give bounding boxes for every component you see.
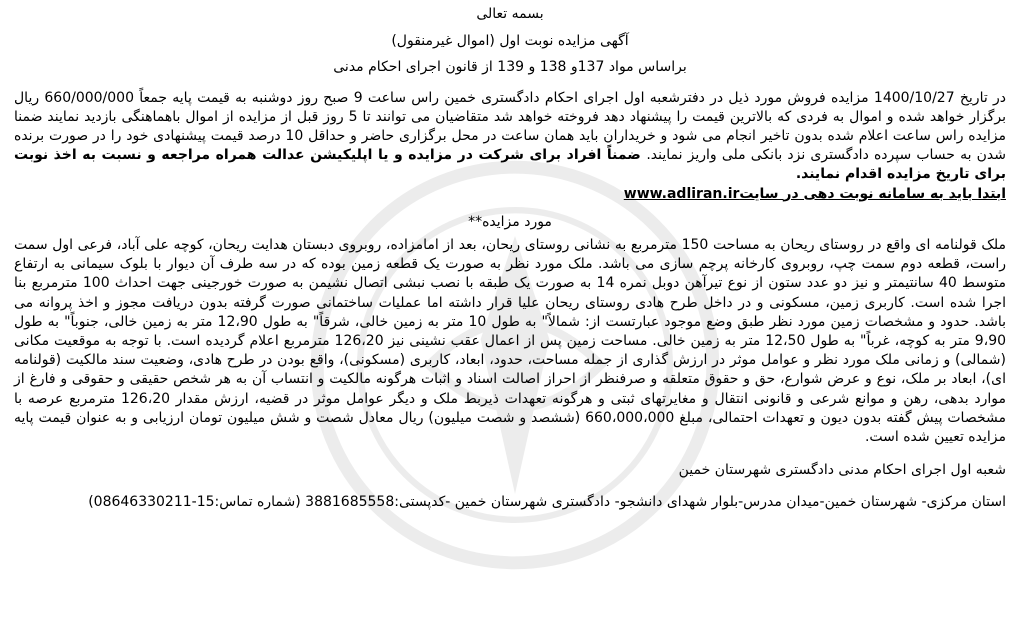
intro-paragraph [14, 89, 1006, 204]
registration-tail: ابتدا باید به سامانه نوبت دهی در سایت [739, 185, 1006, 202]
issuer-signature: شعبه اول اجرای احکام مدنی دادگستری شهرستان خمین [678, 462, 1006, 479]
property-description: ملک قولنامه ای واقع در روستای ریحان به مساحت 150 مترمربع به نشانی روستای ریحان، بعد از امامزاده، روبروی دبستان هدایت ریحان، کوچه علی آباد، فرعی اول سمت راست، قطعه دوم سمت چپ، روبروی کارخانه پرچم سازی می باشد. ملک مورد نظر به صورت یک قطعه زمین بوده که در سه طرف آن دیوار با بلوک سیمانی به ارتفاع متوسط 40 سانتیمتر و نیز دو عدد ستون از نوع تیرآهن دوبل نمره 14 به صورت یک طبقه با نصب نبشی اتصال نشیمن به صورت خورجینی جهت احداث 100 مترمربع بنا اجرا شده است. کاربری زمین، مسکونی و در داخل طرح هادی روستای ریحان علیا قرار داشته اما عملیات ساختمانی صورت گرفته بدون دریافت مجوز و اخذ پروانه می باشد. حدود و مشخصات زمین مورد نظر طبق وضع موجود عبارتست از: شمالاً" به طول 10 متر به زمین خالی، شرقاً" به طول 12،90 متر به زمین خالی، جنوباً" به طول 9،90 متر به کوچه، غرباً" به طول 12،50 متر به زمین خالی. مساحت زمین پس از اعمال عقب نشینی نیز 126،20 مترمربع اعلام گردیده است. با توجه به موقعیت مکانی (شمالی) و زمانی ملک مورد نظر و عوامل موثر در ارزش گذاری از جمله مساحت، حدود، ابعاد، کاربری (مسکونی)، واقع بودن در طرح هادی، وضعیت سند مالکیت (قولنامه ای)، ابعاد بر ملک، نوع و عرض شوارع، حق و حقوق متعلقه و صرفنظر از احراز اصالت اسناد و اثبات هرگونه مالکیت و انتساب آن به هر شخص حقیقی و حقوقی و فارغ از موارد بدهی، رهن و موانع شرعی و قانونی انتقال و مغایرتهای ثبتی و هرگونه تعهدات ذیربط ملک و دیگر عوامل موثر در قضیه، ارزش مقدار 126،20 مترمربع عرصه با مشخصات پیش گفته بدون دیون و تعهدات احتمالی، مبلغ 660،000،000 (ششصد و شصت میلیون) ریال معادل شصت و شش میلیون تومان ارزیابی و به عنوان قیمت پایه مزایده تعیین شده است. [14, 237, 1007, 446]
registration-note: ضمناً افراد برای شرکت در مزایده و یا اپلیکیشن عدالت همراه مراجعه و نسبت به اخذ نوبت برای تاریخ مزایده اقدام نمایند. [14, 147, 1006, 183]
basmala-heading: بسمه تعالی [476, 6, 544, 22]
intro-text: در تاریخ 1400/10/27 مزایده فروش مورد ذیل در دفترشعبه اول اجرای احکام دادگستری خمین راس ساعت 9 صبح روز دوشنبه به قیمت پایه جمعاً 660/000/000 ریال برگزار خواهد شده و اموال به فردی که بالاترین قیمت را پیشنهاد دهد فروخته خواهد شد متقاضیان می توانند تا 5 روز قبل از مزایده از اموال باهماهنگی بازدید نمایند ضمنا مزایده راس ساعت اعلام شده بدون تاخیر انجام می شود و خریداران باید همان ساعت در محل برگزاری حاضر و حداقل 10 درصد قیمت پیشنهادی خود را در صورت برنده شدن به حساب سپرده دادگستری نزد بانکی ملی واریز نمایند. [14, 89, 1006, 164]
legal-basis-line: براساس مواد 137و 138 و 139 از قانون اجرای احکام مدنی [333, 59, 687, 76]
website-link[interactable]: www.adliran.ir [623, 185, 740, 202]
subject-label: مورد مزایده** [468, 213, 552, 230]
notice-title: آگهی مزایده نوبت اول (اموال غیرمنقول) [391, 33, 629, 50]
contact-address: استان مرکزی- شهرستان خمین-میدان مدرس-بلوار شهدای دانشجو- دادگستری شهرستان خمین -کدپستی:3881685558 (شماره تماس:15-08646330211) [88, 494, 1006, 511]
